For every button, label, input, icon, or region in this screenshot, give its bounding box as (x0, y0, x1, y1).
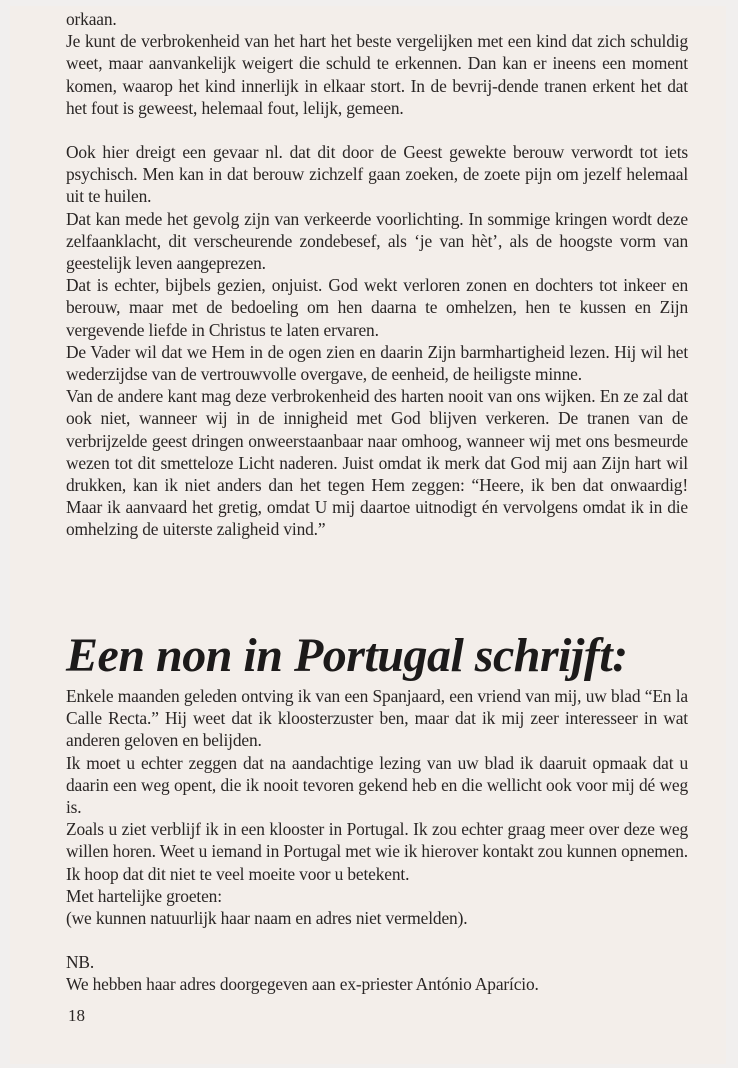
nb-label: NB. (66, 952, 95, 973)
page-number: 18 (68, 1006, 85, 1025)
paragraph-biblical-view: Dat is echter, bijbels gezien, onjuist. God wekt verloren zonen en dochters tot inkeer en berouw, maar met de bedoeling om hen daarna te omhelzen, hen te kussen en Zijn vergevende liefde in Christus te laten ervaren. (66, 275, 688, 340)
editor-note: (we kunnen natuurlijk haar naam en adres niet vermelden). (66, 908, 468, 929)
paragraph-other-side: Van de andere kant mag deze verbrokenheid des harten nooit van ons wijken. En ze zal dat ook niet, wanneer wij in de innigheid met God blijven verkeren. De tranen van de verbrijzelde geest dringen onweerstaanbaar naar omhoog, wanneer wij met ons besmeurde wezen tot dit smetteloze Licht naderen. Juist omdat ik merk dat God mij aan Zijn hart wil drukken, kan ik niet anders dan het tegen Hem zeggen: “Heere, ik ben dat onwaardig! Maar ik aanvaard het gretig, omdat U mij daartoe uitnodigt én vervolgens omdat ik in die omhelzing de uiterste zaligheid vind.” (66, 386, 688, 540)
paragraph-continuation: orkaan. (66, 9, 117, 29)
paragraph-broken-heart: Je kunt de verbrokenheid van het hart het beste vergelijken met een kind dat zich schuldig weet, maar aanvankelijk weigert die schuld te erkennen. Dan kan er ineens een moment komen, waarop het kind innerlijk in elkaar stort. In de bevrij-dende tranen erkent het dat het fout is geweest, helemaal fout, lelijk, gemeen. (66, 31, 688, 118)
paragraph-danger: Ook hier dreigt een gevaar nl. dat dit door de Geest gewekte berouw verwordt tot iets psychisch. Men kan in dat berouw zichzelf gaan zoeken, de zoete pijn om jezelf helemaal uit te huilen. (66, 142, 688, 207)
letter-body (66, 685, 688, 996)
paragraph-wrong-teaching: Dat kan mede het gevolg zijn van verkeerde voorlichting. In sommige kringen wordt deze zelfaanklacht, dit verscheurende zondebesef, als ‘je van hèt’, als de hoogste vorm van geestelijk leven aangeprezen. (66, 208, 688, 274)
letter-closing: Met hartelijke groeten: (66, 885, 222, 906)
book-page (10, 6, 726, 1064)
letter-paragraph-portugal: Zoals u ziet verblijf ik in een klooster in Portugal. Ik zou echter graag meer over deze weg willen horen. Weet u iemand in Portugal met wie ik hierover kontakt zou kunnen opnemen. Ik hoop dat dit niet te veel moeite voor u betekent. (66, 819, 688, 884)
section-heading: Een non in Portugal schrijft: (66, 629, 628, 682)
nb-text: We hebben haar adres doorgegeven aan ex-priester António Aparício. (66, 974, 539, 995)
paragraph-the-father: De Vader wil dat we Hem in de ogen zien en daarin Zijn barmhartigheid lezen. Hij wil het wederzijdse van de vertrouwvolle overgave, de eenheid, de heiligste minne. (66, 341, 688, 385)
letter-paragraph-way: Ik moet u echter zeggen dat na aandachtige lezing van uw blad ik daaruit opmaak dat u daarin een weg opent, die ik nooit tevoren gekend heb en die wellicht ook voor mij dé weg is. (66, 752, 688, 818)
article-body-top (66, 8, 688, 541)
letter-paragraph-intro: Enkele maanden geleden ontving ik van een Spanjaard, een vriend van mij, uw blad “En la Calle Recta.” Hij weet dat ik kloosterzuster ben, maar dat ik mij zeer interesseer in wat anderen geloven en belijden. (66, 686, 688, 751)
